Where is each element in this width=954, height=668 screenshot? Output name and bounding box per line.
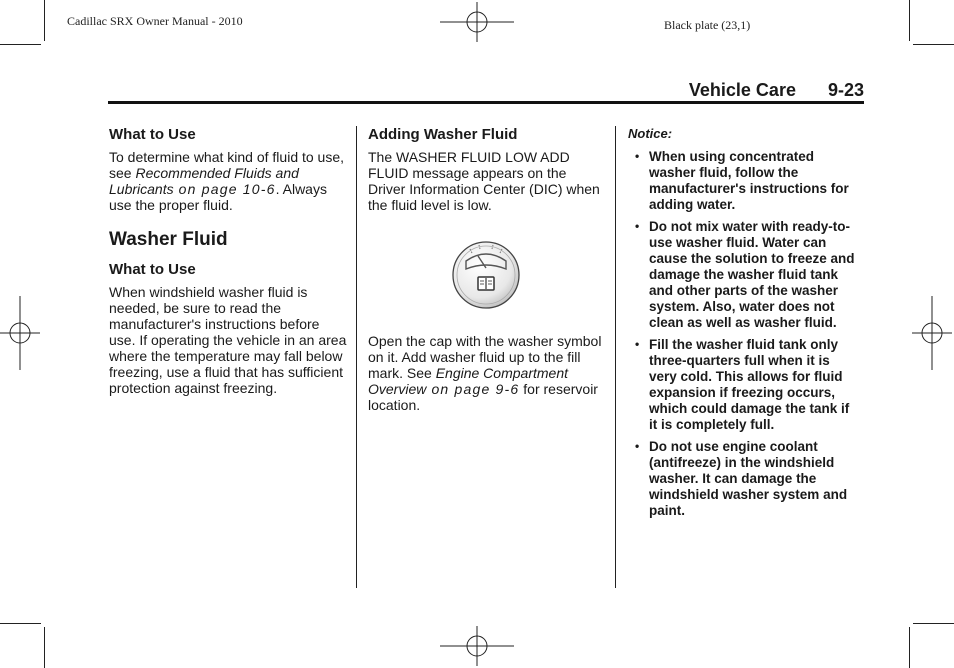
paragraph: When windshield washer fluid is needed, be sure to read the manufacturer's instructions before use. If operating the vehicle in an area where the temperature may fall below freezing, use a fluid that has sufficient protection against freezing. (109, 284, 347, 396)
column-1 (109, 126, 349, 396)
section-heading: What to Use (109, 261, 196, 278)
crop-mark (913, 623, 954, 624)
crop-mark (909, 0, 910, 41)
list-item: • Do not use engine coolant (antifreeze) in the windshield washer. It can damage the windshield washer system and paint. (635, 439, 848, 518)
page-reference: 10-6 (242, 181, 276, 197)
crop-mark (0, 623, 41, 624)
bullet: • (635, 439, 640, 453)
notice-list (628, 149, 858, 519)
registration-mark-icon (440, 2, 514, 42)
list-item: • Do not mix water with ready-to-use washer fluid. Water can cause the solution to freeze and damage the washer fluid tank and other parts of the washer system. Also, water does not clean as well as washer fluid. (635, 219, 855, 330)
column-divider (615, 126, 616, 588)
section-heading: Adding Washer Fluid (368, 126, 518, 143)
print-header-left: Cadillac SRX Owner Manual - 2010 (67, 14, 243, 28)
bullet: • (635, 337, 640, 351)
cross-reference: Recommended Fluids and Lubricants (109, 165, 299, 197)
crop-mark (909, 627, 910, 668)
page-number: 9-23 (827, 80, 864, 100)
column-3 (628, 126, 858, 525)
paragraph: The WASHER FLUID LOW ADD FLUID message appears on the Driver Information Center (DIC) when the fluid level is low. (368, 149, 600, 213)
notice-label: Notice: (628, 126, 673, 141)
crop-mark (44, 0, 45, 41)
paragraph: To determine what kind of fluid to use, see Recommended Fluids and Lubricants on page 10-6. Always use the proper fluid. (109, 149, 345, 213)
registration-mark-icon (440, 626, 514, 666)
crop-mark (913, 44, 954, 45)
registration-mark-icon (0, 296, 40, 370)
list-item: • When using concentrated washer fluid, follow the manufacturer's instructions for adding water. (635, 149, 849, 212)
crop-mark (44, 627, 45, 668)
page-reference: 9-6 (495, 381, 520, 397)
section-title: Washer Fluid (109, 229, 228, 250)
crop-mark (0, 44, 41, 45)
bullet: • (635, 149, 640, 163)
header-rule (108, 101, 864, 104)
section-title: Vehicle Care (688, 80, 796, 100)
column-divider (356, 126, 357, 588)
washer-cap-icon (368, 225, 604, 325)
print-header-right: Black plate (23,1) (664, 18, 751, 32)
column-2 (368, 126, 604, 413)
bullet: • (635, 219, 640, 233)
cross-reference: Engine Compartment Overview (368, 365, 568, 397)
registration-mark-icon (912, 296, 952, 370)
section-heading: What to Use (109, 126, 196, 143)
paragraph: Open the cap with the washer symbol on it. Add washer fluid up to the fill mark. See Engine Compartment Overview on page 9-6 for reservoir location. (368, 333, 602, 413)
list-item: • Fill the washer fluid tank only three-quarters full when it is very cold. This allows for fluid expansion if freezing occurs, which could damage the tank if it is completely full. (635, 337, 850, 432)
running-header (600, 80, 864, 101)
